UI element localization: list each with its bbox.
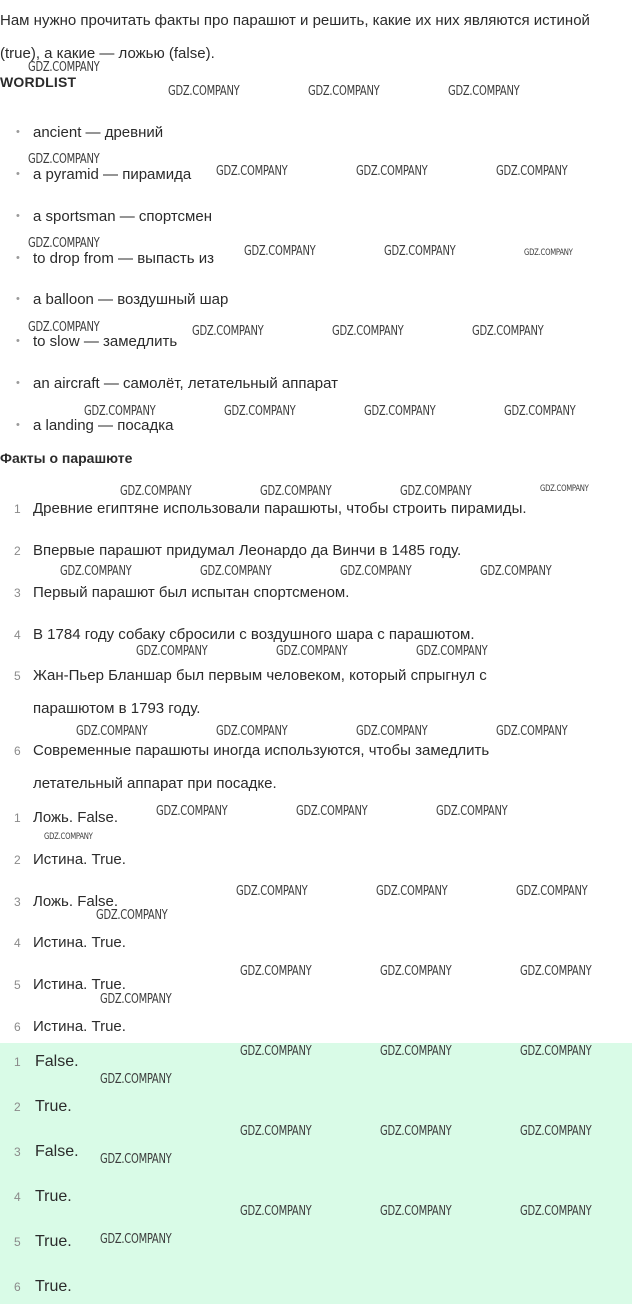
fact-item bbox=[0, 734, 560, 800]
item-number: 3 bbox=[14, 1145, 21, 1159]
watermark-text: GDZ.COMPANY bbox=[28, 320, 100, 335]
item-number: 6 bbox=[14, 1280, 21, 1294]
watermark-text: GDZ.COMPANY bbox=[308, 84, 380, 99]
watermark-text: GDZ.COMPANY bbox=[168, 84, 240, 99]
item-number: 1 bbox=[14, 1055, 21, 1069]
watermark-text: GDZ.COMPANY bbox=[496, 164, 568, 179]
watermark-text: GDZ.COMPANY bbox=[276, 644, 348, 659]
watermark-text: GDZ.COMPANY bbox=[380, 1124, 452, 1139]
watermark-text: GDZ.COMPANY bbox=[192, 324, 264, 339]
watermark-text: GDZ.COMPANY bbox=[28, 152, 100, 167]
answer-text: Ложь. False. bbox=[33, 809, 119, 826]
watermark-text: GDZ.COMPANY bbox=[520, 1044, 592, 1059]
answer-text: Истина. True. bbox=[33, 976, 126, 993]
watermark-text: GDZ.COMPANY bbox=[296, 804, 368, 819]
watermark-text: GDZ.COMPANY bbox=[436, 804, 508, 819]
answer-text: False. bbox=[35, 1053, 79, 1070]
answer-item bbox=[0, 1010, 600, 1043]
item-number: 6 bbox=[14, 1020, 21, 1034]
watermark-text: GDZ.COMPANY bbox=[60, 564, 132, 579]
item-number: 4 bbox=[14, 628, 21, 642]
fact-item bbox=[0, 534, 600, 567]
wordlist-item: • a sportsman — спортсмен bbox=[33, 208, 212, 225]
watermark-text: GDZ.COMPANY bbox=[28, 236, 100, 251]
answer-text: Ложь. False. bbox=[33, 893, 119, 910]
fact-text: Жан-Пьер Бланшар был первым человеком, который спрыгнул с парашютом в 1793 году. bbox=[33, 667, 487, 717]
watermark-text: GDZ.COMPANY bbox=[380, 1044, 452, 1059]
english-answers-block bbox=[0, 1043, 632, 1304]
watermark-text: GDZ.COMPANY bbox=[136, 644, 208, 659]
answer-item bbox=[0, 1090, 600, 1123]
answer-item bbox=[0, 1225, 600, 1258]
watermark-text: GDZ.COMPANY bbox=[236, 884, 308, 899]
watermark-text: GDZ.COMPANY bbox=[240, 1204, 312, 1219]
answer-item bbox=[0, 843, 600, 876]
fact-item bbox=[0, 659, 560, 725]
watermark-text: GDZ.COMPANY bbox=[520, 1124, 592, 1139]
watermark-text: GDZ.COMPANY bbox=[100, 1072, 172, 1087]
watermark-text: GDZ.COMPANY bbox=[472, 324, 544, 339]
item-number: 5 bbox=[14, 978, 21, 992]
answer-item bbox=[0, 1135, 600, 1168]
watermark-text: GDZ.COMPANY bbox=[216, 724, 288, 739]
answer-text: True. bbox=[35, 1098, 72, 1115]
item-number: 2 bbox=[14, 853, 21, 867]
fact-text: Первый парашют был испытан спортсменом. bbox=[33, 584, 350, 601]
watermark-text: GDZ.COMPANY bbox=[76, 724, 148, 739]
watermark-text: GDZ.COMPANY bbox=[100, 1152, 172, 1167]
watermark-text: GDZ.COMPANY bbox=[400, 484, 472, 499]
answer-text: Истина. True. bbox=[33, 934, 126, 951]
fact-text: Современные парашюты иногда используются, чтобы замедлить летательный аппарат при посадке. bbox=[33, 742, 490, 792]
answer-text: Истина. True. bbox=[33, 851, 126, 868]
watermark-text: GDZ.COMPANY bbox=[332, 324, 404, 339]
item-number: 5 bbox=[14, 669, 21, 683]
watermark-text: GDZ.COMPANY bbox=[100, 992, 172, 1007]
watermark-text: GDZ.COMPANY bbox=[504, 404, 576, 419]
wordlist-title: WORDLIST bbox=[0, 74, 77, 90]
intro-text: Нам нужно прочитать факты про парашют и решить, какие их них являются истиной (true), а какие — ложью (false). bbox=[0, 12, 590, 62]
answer-text: True. bbox=[35, 1233, 72, 1250]
watermark-text: GDZ.COMPANY bbox=[380, 964, 452, 979]
watermark-text: GDZ.COMPANY bbox=[520, 964, 592, 979]
watermark-text: GDZ.COMPANY bbox=[356, 724, 428, 739]
watermark-text: GDZ.COMPANY bbox=[200, 564, 272, 579]
watermark-text: GDZ.COMPANY bbox=[384, 244, 456, 259]
wordlist-item: • ancient — древний bbox=[33, 124, 163, 141]
item-number: 5 bbox=[14, 1235, 21, 1249]
watermark-text: GDZ.COMPANY bbox=[216, 164, 288, 179]
watermark-text: GDZ.COMPANY bbox=[96, 908, 168, 923]
fact-item bbox=[0, 576, 600, 609]
answer-text: True. bbox=[35, 1278, 72, 1295]
watermark-text: GDZ.COMPANY bbox=[240, 1124, 312, 1139]
wordlist-item: • an aircraft — самолёт, летательный аппарат bbox=[33, 375, 338, 392]
item-number: 1 bbox=[14, 502, 21, 516]
watermark-text: GDZ.COMPANY bbox=[224, 404, 296, 419]
watermark-text: GDZ.COMPANY bbox=[516, 884, 588, 899]
wordlist-item: • a balloon — воздушный шар bbox=[33, 291, 228, 308]
wordlist-item: • to slow — замедлить bbox=[33, 333, 177, 350]
watermark-text: GDZ.COMPANY bbox=[240, 964, 312, 979]
item-number: 3 bbox=[14, 895, 21, 909]
item-number: 6 bbox=[14, 744, 21, 758]
watermark-text: GDZ.COMPANY bbox=[244, 244, 316, 259]
watermark-text: GDZ.COMPANY bbox=[364, 404, 436, 419]
watermark-text: GDZ.COMPANY bbox=[28, 60, 100, 75]
watermark-text: GDZ.COMPANY bbox=[356, 164, 428, 179]
watermark-text: GDZ.COMPANY bbox=[376, 884, 448, 899]
facts-title: Факты о парашюте bbox=[0, 450, 133, 466]
item-number: 4 bbox=[14, 936, 21, 950]
watermark-text: GDZ.COMPANY bbox=[156, 804, 228, 819]
item-number: 4 bbox=[14, 1190, 21, 1204]
item-number: 1 bbox=[14, 811, 21, 825]
watermark-text: GDZ.COMPANY bbox=[260, 484, 332, 499]
watermark-text: GDZ.COMPANY bbox=[240, 1044, 312, 1059]
item-number: 3 bbox=[14, 586, 21, 600]
answer-text: False. bbox=[35, 1143, 79, 1160]
fact-text: Древние египтяне использовали парашюты, чтобы строить пирамиды. bbox=[33, 500, 527, 517]
fact-text: В 1784 году собаку сбросили с воздушного шара с парашютом. bbox=[33, 626, 475, 643]
watermark-text: GDZ.COMPANY bbox=[496, 724, 568, 739]
watermark-text: GDZ.COMPANY bbox=[480, 564, 552, 579]
wordlist-item: • a landing — посадка bbox=[33, 417, 174, 434]
answer-text: Истина. True. bbox=[33, 1018, 126, 1035]
watermark-text: GDZ.COMPANY bbox=[120, 484, 192, 499]
watermark-text: GDZ.COMPANY bbox=[84, 404, 156, 419]
watermark-text: GDZ.COMPANY bbox=[524, 248, 573, 258]
fact-text: Впервые парашют придумал Леонардо да Винчи в 1485 году. bbox=[33, 542, 462, 559]
watermark-text: GDZ.COMPANY bbox=[416, 644, 488, 659]
item-number: 2 bbox=[14, 544, 21, 558]
item-number: 2 bbox=[14, 1100, 21, 1114]
watermark-text: GDZ.COMPANY bbox=[100, 1232, 172, 1247]
wordlist-item: • a pyramid — пирамида bbox=[33, 166, 191, 183]
watermark-text: GDZ.COMPANY bbox=[448, 84, 520, 99]
answer-item bbox=[0, 1270, 600, 1303]
watermark-text: GDZ.COMPANY bbox=[44, 832, 93, 842]
answer-text: True. bbox=[35, 1188, 72, 1205]
answer-item bbox=[0, 926, 600, 959]
watermark-text: GDZ.COMPANY bbox=[380, 1204, 452, 1219]
watermark-text: GDZ.COMPANY bbox=[520, 1204, 592, 1219]
watermark-text: GDZ.COMPANY bbox=[540, 484, 589, 494]
watermark-text: GDZ.COMPANY bbox=[340, 564, 412, 579]
wordlist-item: • to drop from — выпасть из bbox=[33, 250, 214, 267]
